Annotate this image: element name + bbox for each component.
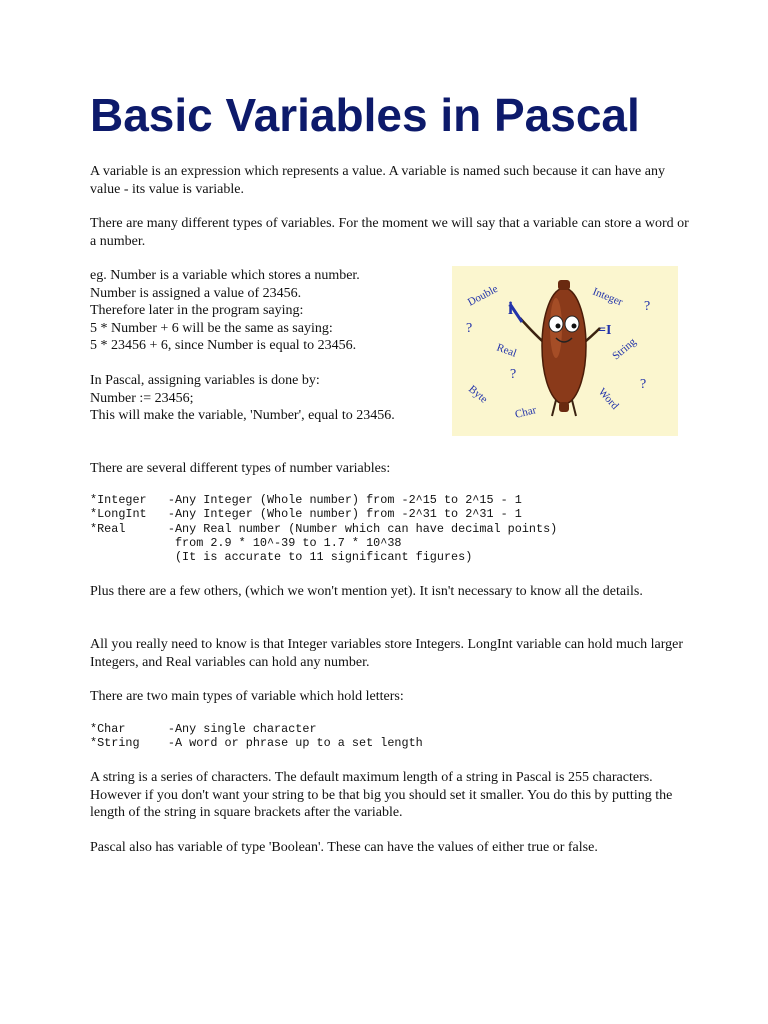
mascot-bottom: [559, 402, 569, 412]
letters-paragraph: There are two main types of variable which hold letters:: [90, 689, 404, 704]
label-integer: Integer: [590, 285, 625, 309]
label-string: String: [610, 335, 639, 363]
label-word: Word: [595, 385, 621, 412]
string-paragraph: A string is a series of characters. The default maximum length of a string in Pascal is 255 characters. However if you don't want your string to be that big you should set it smaller. You do this by putting the length of the string in square brackets after the variable.: [90, 770, 673, 820]
assign-line: Number := 23456;: [90, 390, 194, 406]
intro-paragraph: A variable is an expression which represents a value. A variable is named such because it can have any value - its value is variable.: [90, 164, 665, 197]
label-eq: =I: [598, 323, 612, 338]
right-pupil: [572, 324, 577, 329]
left-leg: [552, 400, 556, 416]
label-real: Real: [494, 341, 519, 360]
label-double: Double: [465, 282, 501, 309]
label-char: Char: [513, 404, 538, 421]
variable-mascot-illustration: [452, 266, 678, 436]
number-types-code: *Integer -Any Integer (Whole number) from -2^15 to 2^15 - 1 *LongInt -Any Integer (Whole number) from -2^31 to 2^31 - 1 *Real -Any Real number (Number which can have decimal points) from 2.9 * 10^-39 to 1.7 * 10^38 (It is accurate to 11 significant figures): [90, 493, 558, 565]
example-line: Number is assigned a value of 23456.: [90, 285, 302, 301]
know-paragraph: All you really need to know is that Integer variables store Integers. LongInt variable can hold much larger Integers, and Real variables can hold any number.: [90, 637, 683, 670]
question-mark-2: ?: [644, 299, 651, 314]
assign-line: This will make the variable, 'Number', equal to 23456.: [90, 408, 395, 423]
mascot-body: [542, 288, 586, 404]
label-i: i: [508, 298, 514, 318]
others-paragraph: Plus there are a few others, (which we won't mention yet). It isn't necessary to know all the details.: [90, 584, 643, 599]
left-pupil: [556, 324, 561, 329]
question-mark-1: ?: [466, 321, 473, 336]
letter-types-code: *Char -Any single character *String -A word or phrase up to a set length: [90, 722, 423, 751]
mascot-top: [558, 280, 570, 290]
example-line: 5 * 23456 + 6, since Number is equal to 23456.: [90, 338, 357, 353]
question-mark-4: ?: [640, 377, 647, 392]
boolean-paragraph: Pascal also has variable of type 'Boolean'. These can have the values of either true or false.: [90, 840, 598, 855]
assign-block: [90, 372, 395, 425]
assign-line: In Pascal, assigning variables is done by:: [90, 373, 320, 388]
left-eye: [549, 316, 563, 332]
label-byte: Byte: [466, 383, 490, 406]
types-paragraph: There are many different types of variables. For the moment we will say that a variable can store a word or a number.: [90, 216, 689, 249]
example-line: 5 * Number + 6 will be the same as saying:: [90, 320, 333, 336]
example-line: Therefore later in the program saying:: [90, 303, 304, 318]
example-block: [90, 267, 360, 355]
example-line: eg. Number is a variable which stores a number.: [90, 268, 360, 283]
page-title: Basic Variables in Pascal: [90, 89, 640, 141]
number-types-paragraph: There are several different types of number variables:: [90, 461, 391, 476]
right-eye: [565, 316, 579, 332]
right-leg: [572, 400, 576, 416]
question-mark-3: ?: [510, 367, 517, 382]
mascot-svg: [452, 266, 678, 436]
